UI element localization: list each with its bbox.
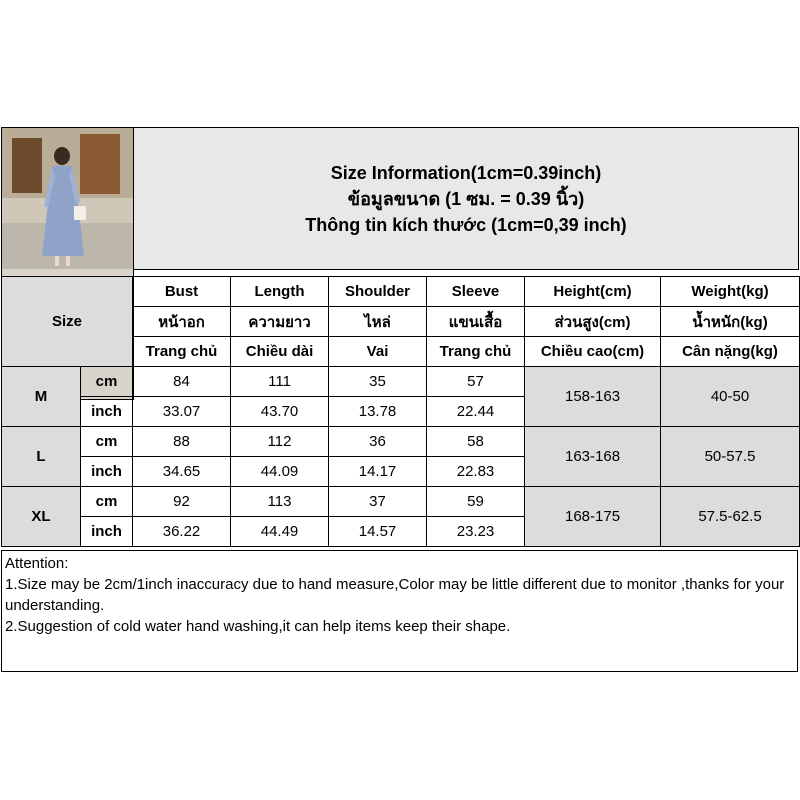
col-sleeve-thai: แขนเสื้อ (427, 307, 525, 337)
col-weight-vi: Cân nặng(kg) (661, 337, 800, 367)
table-row (2, 427, 800, 457)
height-range: 163-168 (525, 427, 661, 487)
unit-inch: inch (81, 517, 133, 547)
cell-value: 37 (329, 487, 427, 517)
cell-value: 35 (329, 367, 427, 397)
notes-heading: Attention: (5, 555, 69, 572)
cell-value: 44.49 (231, 517, 329, 547)
title-english: Size Information(1cm=0.39inch) (330, 162, 602, 183)
col-height-vi: Chiều cao(cm) (525, 337, 661, 367)
size-xl: XL (2, 487, 81, 547)
cell-value: 22.44 (427, 397, 525, 427)
weight-range: 57.5-62.5 (661, 487, 800, 547)
cell-value: 34.65 (133, 457, 231, 487)
cell-value: 36 (329, 427, 427, 457)
unit-cm: cm (81, 487, 133, 517)
unit-inch: inch (81, 457, 133, 487)
header-row-english (2, 277, 800, 307)
title-block (133, 127, 799, 270)
col-bust-thai: หน้าอก (133, 307, 231, 337)
col-length-thai: ความยาว (231, 307, 329, 337)
col-bust: Bust (133, 277, 231, 307)
cell-value: 36.22 (133, 517, 231, 547)
cell-value: 112 (231, 427, 329, 457)
col-height: Height(cm) (525, 277, 661, 307)
cell-value: 33.07 (133, 397, 231, 427)
cell-value: 14.57 (329, 517, 427, 547)
cell-value: 58 (427, 427, 525, 457)
col-bust-vi: Trang chủ (133, 337, 231, 367)
cell-value: 23.23 (427, 517, 525, 547)
size-chart (0, 126, 800, 674)
height-range: 168-175 (525, 487, 661, 547)
col-length: Length (231, 277, 329, 307)
col-shoulder: Shoulder (329, 277, 427, 307)
col-shoulder-thai: ไหล่ (329, 307, 427, 337)
cell-value: 44.09 (231, 457, 329, 487)
cell-value: 57 (427, 367, 525, 397)
unit-inch: inch (81, 397, 133, 427)
cell-value: 22.83 (427, 457, 525, 487)
notes-line-2: 2.Suggestion of cold water hand washing,it can help items keep their shape. (5, 618, 511, 635)
col-weight-thai: น้ำหนัก(kg) (661, 307, 800, 337)
cell-value: 88 (133, 427, 231, 457)
col-height-thai: ส่วนสูง(cm) (525, 307, 661, 337)
col-sleeve: Sleeve (427, 277, 525, 307)
cell-value: 92 (133, 487, 231, 517)
cell-value: 59 (427, 487, 525, 517)
unit-cm: cm (81, 367, 133, 397)
model-photo-image (2, 128, 133, 269)
attention-notes (1, 550, 798, 672)
size-l: L (2, 427, 81, 487)
table-row (2, 367, 800, 397)
notes-line-1: 1.Size may be 2cm/1inch inaccuracy due to hand measure,Color may be little different due to monitor ,thanks for your understanding. (5, 576, 785, 614)
cell-value: 111 (231, 367, 329, 397)
weight-range: 50-57.5 (661, 427, 800, 487)
col-weight: Weight(kg) (661, 277, 800, 307)
size-m: M (2, 367, 81, 427)
table-row (2, 487, 800, 517)
col-shoulder-vi: Vai (329, 337, 427, 367)
cell-value: 84 (133, 367, 231, 397)
weight-range: 40-50 (661, 367, 800, 427)
cell-value: 113 (231, 487, 329, 517)
title-vietnamese: Thông tin kích thước (1cm=0,39 inch) (305, 214, 627, 235)
cell-value: 14.17 (329, 457, 427, 487)
size-header: Size (2, 277, 133, 367)
title-thai: ข้อมูลขนาด (1 ซม. = 0.39 นิ้ว) (347, 188, 585, 209)
size-table (1, 276, 800, 547)
cell-value: 13.78 (329, 397, 427, 427)
unit-cm: cm (81, 427, 133, 457)
height-range: 158-163 (525, 367, 661, 427)
cell-value: 43.70 (231, 397, 329, 427)
col-sleeve-vi: Trang chủ (427, 337, 525, 367)
col-length-vi: Chiều dài (231, 337, 329, 367)
